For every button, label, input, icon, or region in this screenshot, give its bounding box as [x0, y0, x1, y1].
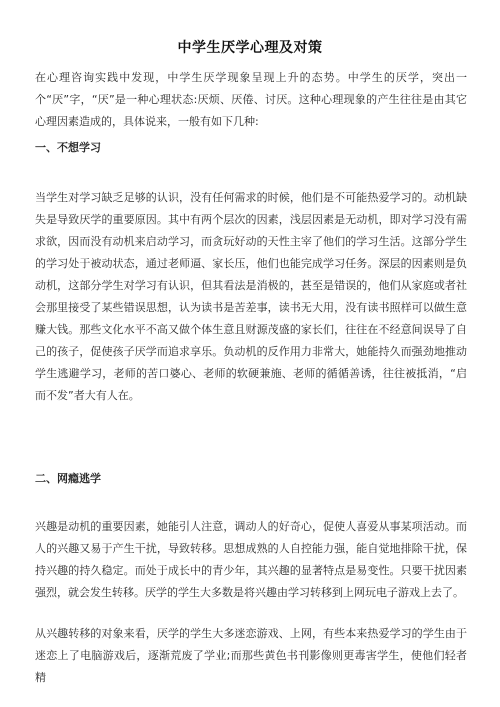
- section-2-heading: 二、网瘾逃学: [35, 472, 101, 485]
- section-2-paragraph-1: 兴趣是动机的重要因素，她能引人注意，调动人的好奇心，促使人喜爱从事某项活动。而人的兴趣又易于产生干扰，导致转移。思想成熟的人自控能力强，能自觉地排除干扰，保持兴趣的持久稳定。而处于成长中的青少年，其兴趣的显著特点是易变性。只要干扰因素强烈，就会发生转移。厌学的学生大多数是将兴趣由学习转移到上网玩电子游戏上去了。: [35, 520, 467, 599]
- section-2-paragraph-2: 从兴趣转移的对象来看，厌学的学生大多迷恋游戏、上网，有些本来热爱学习的学生由于迷恋上了电脑游戏后，逐渐荒废了学业;而那些黄色书刊影像则更毒害学生，使他们轻者精: [35, 627, 467, 684]
- document-title: 中学生厌学心理及对策: [177, 40, 323, 56]
- intro-paragraph: 在心理咨询实践中发现，中学生厌学现象呈现上升的态势。中学生的厌学，突出一个“厌”字，“厌”是一种心理状态:厌烦、厌倦、讨厌。这种心理现象的产生往往是由其它心理因素造成的，具体说来，一般有如下几种:: [35, 71, 467, 128]
- section-1-heading: 一、不想学习: [35, 141, 101, 154]
- section-1-paragraph: 当学生对学习缺乏足够的认识，没有任何需求的时候，他们是不可能热爱学习的。动机缺失是导致厌学的重要原因。其中有两个层次的因素，浅层因素是无动机，即对学习没有需求欲，因而没有动机来启动学习，而贪玩好动的天性主宰了他们的学习生活。这部分学生的学习处于被动状态，通过老师逼、家长压，他们也能完成学习任务。深层的因素则是负动机，这部分学生对学习有认识，但其看法是消极的，甚至是错误的，他们从家庭或者社会那里接受了某些错误思想，认为读书是苦差事，读书无大用，没有读书照样可以做生意赚大钱。那些文化水平不高又做个体生意且财源茂盛的家长们，往往在不经意间误导了自己的孩子，促使孩子厌学而追求享乐。负动机的反作用力非常大，她能持久而强劲地推动学生逃避学习，老师的苦口婆心、老师的软硬兼施、老师的循循善诱，往往被抵消，“启而不发”者大有人在。: [35, 191, 467, 402]
